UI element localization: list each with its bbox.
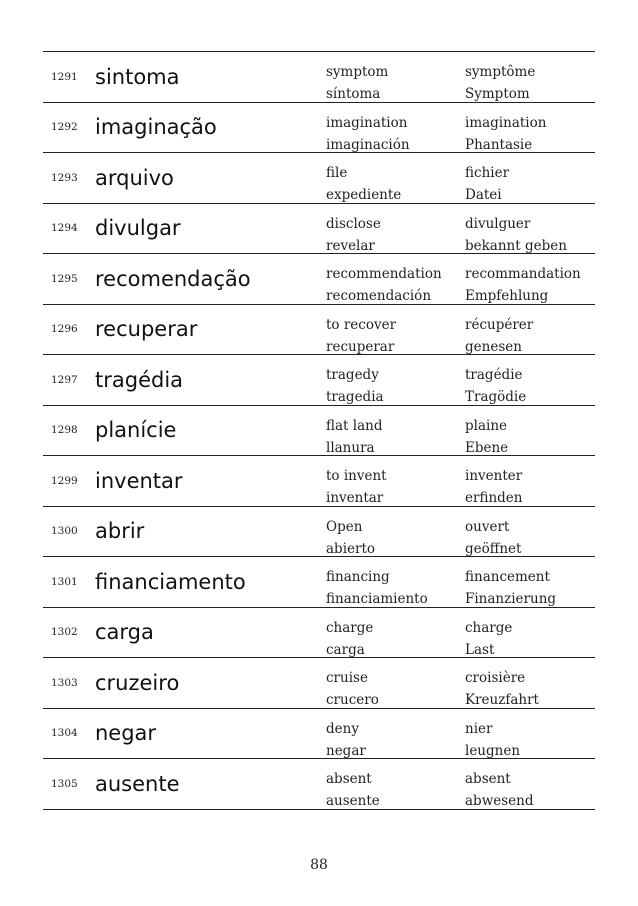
spanish-translation: abierto: [326, 540, 376, 557]
entry-number: 1298: [51, 424, 78, 437]
translation-fr-de: [465, 112, 546, 156]
portuguese-word: carga: [95, 620, 154, 645]
translation-en-es: [326, 415, 382, 459]
portuguese-word: ausente: [95, 771, 180, 796]
french-translation: recommandation: [465, 266, 581, 282]
translation-fr-de: [465, 516, 521, 560]
translation-fr-de: [465, 61, 535, 105]
french-translation: divulguer: [465, 215, 531, 232]
table-row: [43, 52, 595, 103]
spanish-translation: carga: [326, 641, 365, 658]
english-translation: deny: [326, 720, 359, 737]
translation-fr-de: [465, 213, 567, 257]
portuguese-word: recomendação: [95, 266, 251, 291]
french-translation: imagination: [465, 114, 547, 131]
entry-number: 1304: [51, 727, 78, 740]
table-row: [43, 608, 595, 659]
page-number: 88: [310, 857, 328, 873]
translation-fr-de: [465, 162, 509, 206]
german-translation: Ebene: [465, 439, 509, 456]
translation-en-es: [326, 314, 396, 358]
french-translation: tragédie: [465, 367, 523, 383]
entry-number: 1302: [51, 626, 78, 639]
table-row: [43, 406, 595, 457]
german-translation: Empfehlung: [465, 288, 549, 304]
spanish-translation: síntoma: [326, 86, 381, 102]
translation-en-es: [326, 667, 379, 711]
french-translation: plaine: [465, 417, 508, 434]
translation-en-es: [326, 364, 384, 408]
spanish-translation: ausente: [326, 793, 380, 809]
portuguese-word: tragédia: [95, 367, 184, 392]
german-translation: erfinden: [465, 490, 523, 506]
spanish-translation: financiamiento: [326, 591, 428, 607]
table-row: [43, 759, 595, 810]
portuguese-word: cruzeiro: [95, 670, 180, 695]
translation-fr-de: [465, 314, 533, 358]
spanish-translation: revelar: [326, 237, 375, 254]
german-translation: abwesend: [465, 793, 534, 809]
french-translation: croisière: [465, 670, 526, 686]
french-translation: inventer: [465, 468, 523, 484]
translation-fr-de: [465, 667, 539, 711]
portuguese-word: arquivo: [95, 165, 174, 190]
german-translation: Tragödie: [465, 389, 527, 405]
french-translation: ouvert: [465, 518, 510, 535]
portuguese-word: financiamento: [95, 569, 246, 594]
entry-number: 1299: [51, 474, 78, 487]
translation-fr-de: [465, 768, 534, 812]
french-translation: financement: [465, 569, 550, 585]
translation-fr-de: [465, 465, 522, 509]
translation-fr-de: [465, 364, 526, 408]
spanish-translation: crucero: [326, 692, 379, 708]
translation-fr-de: [465, 263, 581, 307]
table-row: [43, 204, 595, 255]
entry-number: 1300: [51, 525, 78, 538]
entry-number: 1305: [51, 777, 78, 790]
french-translation: charge: [465, 619, 513, 636]
table-row: [43, 456, 595, 507]
english-translation: charge: [326, 619, 374, 636]
english-translation: tragedy: [326, 367, 379, 383]
translation-fr-de: [465, 566, 556, 610]
entry-number: 1301: [51, 575, 78, 588]
translation-fr-de: [465, 617, 512, 661]
vocabulary-table: [43, 51, 595, 810]
german-translation: Symptom: [465, 86, 530, 102]
spanish-translation: recomendación: [326, 288, 432, 304]
entry-number: 1303: [51, 676, 78, 689]
english-translation: symptom: [326, 64, 389, 80]
translation-en-es: [326, 112, 410, 156]
french-translation: absent: [465, 771, 511, 787]
table-row: [43, 658, 595, 709]
german-translation: Phantasie: [465, 136, 533, 153]
translation-en-es: [326, 213, 381, 257]
entry-number: 1297: [51, 373, 78, 386]
translation-en-es: [326, 718, 366, 762]
english-translation: to invent: [326, 468, 387, 484]
translation-en-es: [326, 768, 380, 812]
french-translation: récupérer: [465, 316, 534, 333]
translation-en-es: [326, 566, 428, 610]
english-translation: cruise: [326, 670, 368, 686]
german-translation: leugnen: [465, 742, 521, 759]
french-translation: symptôme: [465, 64, 536, 80]
spanish-translation: tragedia: [326, 389, 384, 405]
translation-en-es: [326, 465, 387, 509]
portuguese-word: imaginação: [95, 115, 217, 140]
table-row: [43, 507, 595, 558]
english-translation: Open: [326, 518, 363, 535]
table-row: [43, 153, 595, 204]
portuguese-word: planície: [95, 418, 177, 443]
french-translation: nier: [465, 720, 493, 737]
english-translation: financing: [326, 569, 390, 585]
spanish-translation: llanura: [326, 439, 375, 456]
translation-en-es: [326, 617, 373, 661]
english-translation: recommendation: [326, 266, 442, 282]
portuguese-word: abrir: [95, 519, 145, 544]
german-translation: Kreuzfahrt: [465, 692, 539, 708]
entry-number: 1294: [51, 222, 78, 235]
english-translation: imagination: [326, 114, 408, 131]
portuguese-word: negar: [95, 721, 157, 746]
german-translation: genesen: [465, 338, 522, 355]
table-row: [43, 709, 595, 760]
entry-number: 1295: [51, 272, 78, 285]
spanish-translation: expediente: [326, 187, 402, 203]
spanish-translation: imaginación: [326, 136, 410, 153]
table-row: [43, 305, 595, 356]
table-row: [43, 103, 595, 154]
german-translation: Datei: [465, 187, 502, 203]
portuguese-word: divulgar: [95, 216, 181, 241]
english-translation: disclose: [326, 215, 381, 232]
english-translation: file: [326, 165, 348, 181]
translation-en-es: [326, 263, 442, 307]
translation-en-es: [326, 61, 388, 105]
german-translation: Last: [465, 641, 495, 658]
table-row: [43, 355, 595, 406]
english-translation: absent: [326, 771, 372, 787]
portuguese-word: recuperar: [95, 317, 198, 342]
translation-fr-de: [465, 718, 520, 762]
translation-en-es: [326, 516, 375, 560]
english-translation: to recover: [326, 316, 397, 333]
entry-number: 1292: [51, 121, 78, 134]
spanish-translation: recuperar: [326, 338, 395, 355]
translation-fr-de: [465, 415, 508, 459]
french-translation: fichier: [465, 165, 510, 181]
portuguese-word: sintoma: [95, 64, 180, 89]
portuguese-word: inventar: [95, 468, 183, 493]
entry-number: 1296: [51, 323, 78, 336]
table-row: [43, 557, 595, 608]
spanish-translation: negar: [326, 742, 366, 759]
table-row: [43, 254, 595, 305]
english-translation: flat land: [326, 417, 383, 434]
entry-number: 1293: [51, 171, 78, 184]
spanish-translation: inventar: [326, 490, 384, 506]
german-translation: geöffnet: [465, 540, 522, 557]
entry-number: 1291: [51, 70, 78, 83]
german-translation: Finanzierung: [465, 591, 557, 607]
german-translation: bekannt geben: [465, 237, 567, 254]
translation-en-es: [326, 162, 401, 206]
